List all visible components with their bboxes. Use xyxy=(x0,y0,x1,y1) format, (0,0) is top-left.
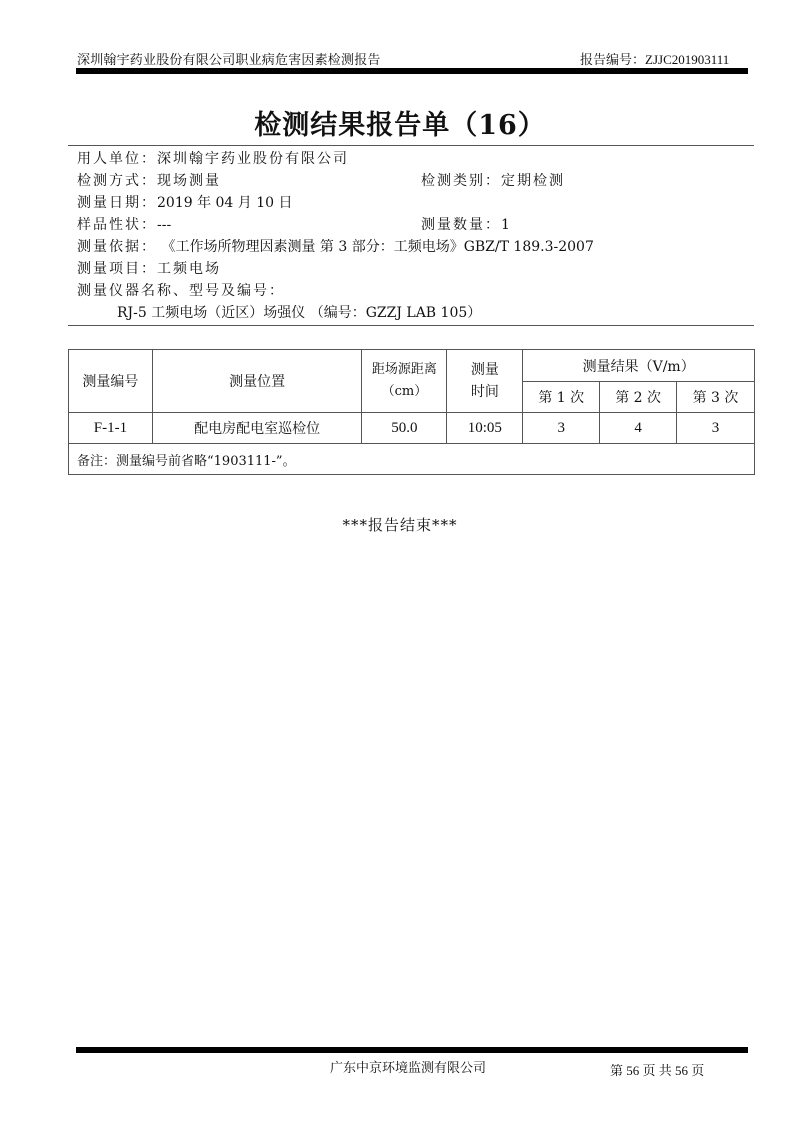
basis-label: 测量依据： xyxy=(77,239,157,255)
header-distance xyxy=(362,350,447,413)
instrument-field xyxy=(77,281,285,301)
header-divider xyxy=(76,68,748,74)
cell-r3: 3 xyxy=(677,413,755,444)
info-divider xyxy=(68,325,754,326)
header-report-number xyxy=(580,49,729,68)
basis-field xyxy=(77,237,594,257)
item-value: 工频电场 xyxy=(157,261,221,277)
header-r2: 第 2 次 xyxy=(600,382,677,413)
employer-value: 深圳翰宇药业股份有限公司 xyxy=(157,151,349,167)
cell-r1: 3 xyxy=(523,413,600,444)
cell-time: 10:05 xyxy=(447,413,523,444)
cell-distance: 50.0 xyxy=(362,413,447,444)
header-time xyxy=(447,350,523,413)
table-row xyxy=(69,413,755,444)
category-value: 定期检测 xyxy=(501,173,565,189)
header-document-title: 深圳翰宇药业股份有限公司职业病危害因素检测报告 xyxy=(77,53,381,68)
date-value: 2019 年 04 月 10 日 xyxy=(157,195,293,211)
method-label: 检测方式： xyxy=(77,173,157,189)
employer-label: 用人单位： xyxy=(77,151,157,167)
count-field xyxy=(421,215,510,235)
header-time-line1: 测量 xyxy=(470,362,499,378)
report-end-marker: ***报告结束*** xyxy=(342,516,458,534)
cell-r2: 4 xyxy=(600,413,677,444)
cell-location: 配电房配电室巡检位 xyxy=(152,413,362,444)
header-location: 测量位置 xyxy=(152,350,362,413)
sample-field xyxy=(77,215,171,235)
count-label: 测量数量： xyxy=(421,217,501,233)
report-number-label: 报告编号： xyxy=(580,52,646,67)
basis-value: 《工作场所物理因素测量 第 3 部分：工频电场》GBZ/T 189.3-2007 xyxy=(161,239,594,255)
header-r3: 第 3 次 xyxy=(677,382,755,413)
header-distance-line2: （cm） xyxy=(381,384,428,399)
count-value: 1 xyxy=(501,217,510,233)
table-remark: 备注：测量编号前省略“1903111-”。 xyxy=(69,444,755,475)
cell-id: F-1-1 xyxy=(69,413,153,444)
results-table xyxy=(68,349,755,475)
header-time-line2: 时间 xyxy=(470,384,499,400)
item-label: 测量项目： xyxy=(77,261,157,277)
category-field xyxy=(421,171,565,191)
category-label: 检测类别： xyxy=(421,173,501,189)
sample-label: 样品性状： xyxy=(77,217,157,233)
employer-field xyxy=(77,149,349,169)
header-distance-line1: 距场源距离 xyxy=(371,362,437,377)
title-divider xyxy=(68,145,754,146)
header-result: 测量结果（V/m） xyxy=(523,350,755,382)
footer-page-number: 第 56 页 共 56 页 xyxy=(610,1063,705,1078)
date-label: 测量日期： xyxy=(77,195,157,211)
method-field xyxy=(77,171,221,191)
instrument-label: 测量仪器名称、型号及编号： xyxy=(77,283,285,299)
footer-divider xyxy=(76,1047,748,1053)
date-field xyxy=(77,193,293,213)
report-number-value: ZJJC201903111 xyxy=(645,52,730,67)
header-r1: 第 1 次 xyxy=(523,382,600,413)
footer-company: 广东中京环境监测有限公司 xyxy=(330,1061,487,1076)
header-id: 测量编号 xyxy=(69,350,153,413)
method-value: 现场测量 xyxy=(157,173,221,189)
page-title: 检测结果报告单（16） xyxy=(254,110,546,141)
table-header-row xyxy=(69,350,755,382)
instrument-value: RJ-5 工频电场（近区）场强仪 （编号：GZZJ LAB 105） xyxy=(117,305,482,321)
sample-value: --- xyxy=(157,217,172,233)
table-remark-row xyxy=(69,444,755,475)
item-field xyxy=(77,259,221,279)
